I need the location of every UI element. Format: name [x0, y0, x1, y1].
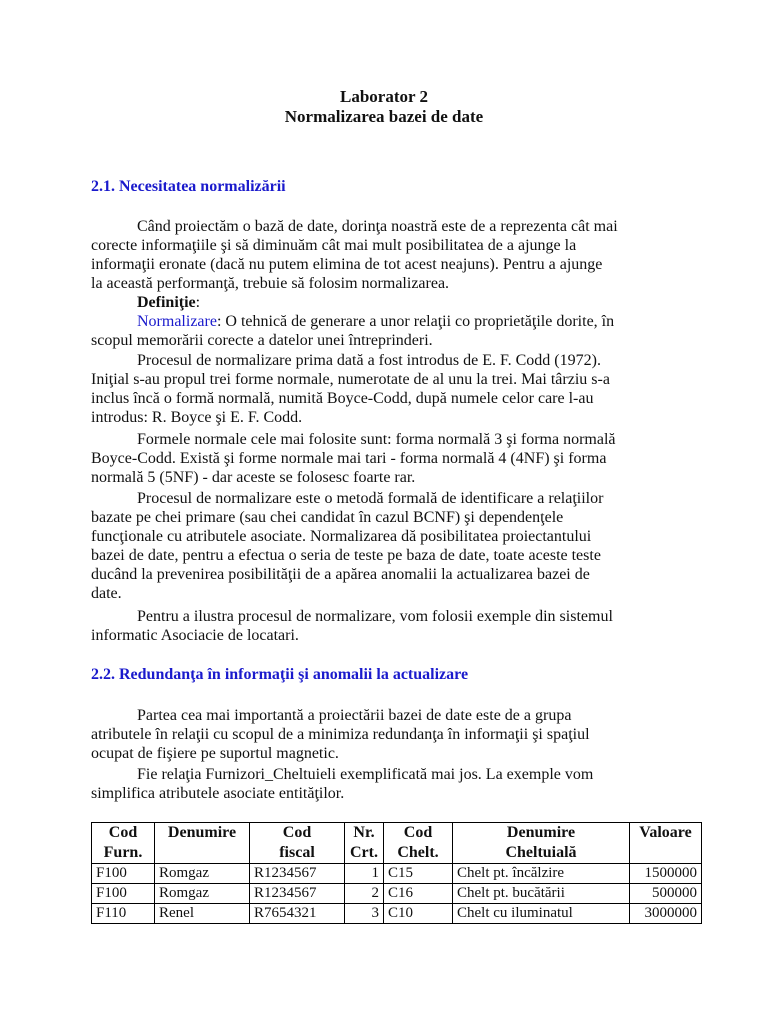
definition-text-cont — [91, 331, 677, 350]
text-line: Formele normale cele mai folosite sunt: forma normală 3 şi forma normală — [137, 431, 616, 448]
definition-term: Normalizare — [137, 313, 217, 330]
col-header: Denumire Cheltuială — [453, 823, 630, 864]
table-row — [92, 864, 702, 884]
col-header: Nr. Crt. — [345, 823, 384, 864]
definition-text: : O tehnică de generare a unor relaţii co proprietăţile dorite, în — [216, 313, 615, 330]
text-line: ducând la prevenirea posibilităţii de a apărea anomalii la actualizarea bazei de — [91, 566, 590, 583]
table-header-row — [92, 823, 702, 864]
text-line: inclus încă o formă normală, numită Boyce-Codd, după numele celor care l-au — [91, 390, 594, 407]
table-cell: 1500000 — [630, 864, 702, 884]
table-cell: Chelt cu iluminatul — [453, 904, 630, 924]
text-line: Fie relaţia Furnizori_Cheltuieli exemplificată mai jos. La exemple vom — [137, 766, 594, 783]
table-row — [92, 904, 702, 924]
text-line: Partea cea mai importantă a proiectării bazei de date este de a grupa — [137, 707, 572, 724]
text-line: la această performanţă, trebuie să folosim normalizarea. — [91, 275, 450, 292]
table-cell: F110 — [92, 904, 155, 924]
section-1-paragraph-4 — [91, 489, 677, 508]
section-2-heading: 2.2. Redundanţa în informaţii şi anomalii la actualizare — [91, 666, 469, 683]
section-2-paragraph-2 — [91, 765, 677, 784]
text-line: corecte informaţiile şi să diminuăm cât mai mult posibilitatea de a ajunge la — [91, 237, 577, 254]
section-1-paragraph-2-cont — [91, 370, 677, 427]
section-1-paragraph-2 — [91, 351, 677, 370]
section-1-paragraph-3-cont — [91, 449, 677, 487]
table-cell: C16 — [384, 884, 453, 904]
section-1-paragraph-5-cont — [91, 626, 677, 645]
text-line: scopul memorării corecte a datelor unei întreprinderi. — [91, 332, 433, 349]
table-cell: R1234567 — [250, 864, 345, 884]
table-cell: Romgaz — [155, 864, 250, 884]
text-line: bazate pe chei primare (sau chei candidat în cazul BCNF) şi dependenţele — [91, 509, 564, 526]
table-cell: 1 — [345, 864, 384, 884]
text-line: informaţii eronate (dacă nu putem elimina de tot acest neajuns). Pentru a ajunge — [91, 256, 603, 273]
text-line: atributele în relaţii cu scopul de a minimiza redundanţa în informaţii şi spaţiul — [91, 726, 590, 743]
furnizori-cheltuieli-table — [91, 822, 702, 924]
table-cell: 3 — [345, 904, 384, 924]
section-1-paragraph-1-cont — [91, 236, 677, 293]
text-line: Boyce-Codd. Există şi forme normale mai tari - forma normală 4 (4NF) şi forma — [91, 450, 607, 467]
section-1-paragraph-1 — [91, 217, 677, 236]
section-1-paragraph-4-cont — [91, 508, 677, 603]
table-cell: C10 — [384, 904, 453, 924]
table-cell: Renel — [155, 904, 250, 924]
text-line: Pentru a ilustra procesul de normalizare, vom folosii exemple din sistemul — [137, 608, 613, 625]
col-header: Valoare — [630, 823, 702, 864]
table-cell: Chelt pt. încălzire — [453, 864, 630, 884]
text-line: Procesul de normalizare prima dată a fost introdus de E. F. Codd (1972). — [137, 352, 601, 369]
text-line: normală 5 (5NF) - dar aceste se folosesc foarte rar. — [91, 469, 416, 486]
text-line: Iniţial s-au propul trei forme normale, numerotate de al unu la trei. Mai târziu s-a — [91, 371, 610, 388]
text-line: funcţionale cu atributele asociate. Normalizarea dă posibilitatea proiectantului — [91, 528, 592, 545]
definition-text-line — [91, 312, 677, 331]
text-line: date. — [91, 585, 122, 602]
section-2-paragraph-1-cont — [91, 725, 677, 763]
table-cell: F100 — [92, 864, 155, 884]
table-cell: 2 — [345, 884, 384, 904]
table-row — [92, 884, 702, 904]
doc-title-lab: Laborator 2 — [340, 87, 428, 106]
table-cell: Chelt pt. bucătării — [453, 884, 630, 904]
text-line: informatic Asociacie de locatari. — [91, 627, 299, 644]
section-1-paragraph-3 — [91, 430, 677, 449]
section-1-paragraph-5 — [91, 607, 677, 626]
section-2-paragraph-1 — [91, 706, 677, 725]
text-line: simplifica atributele asociate entităţilor. — [91, 785, 345, 802]
col-header: Cod Chelt. — [384, 823, 453, 864]
definition-label-line — [91, 293, 677, 312]
col-header: Denumire — [155, 823, 250, 864]
text-line: introdus: R. Boyce şi E. F. Codd. — [91, 409, 303, 426]
definition-label: Definiţie — [137, 294, 196, 311]
table-cell: R7654321 — [250, 904, 345, 924]
table-cell: 3000000 — [630, 904, 702, 924]
table-cell: Romgaz — [155, 884, 250, 904]
definition-colon: : — [195, 294, 201, 311]
table-cell: C15 — [384, 864, 453, 884]
text-line: bazei de date, pentru a efectua o seria de teste pe baza de date, toate aceste teste — [91, 547, 601, 564]
col-header: Cod fiscal — [250, 823, 345, 864]
text-line: Când proiectăm o bază de date, dorinţa noastră este de a reprezenta cât mai — [137, 218, 618, 235]
section-1-heading: 2.1. Necesitatea normalizării — [91, 178, 286, 195]
text-line: Procesul de normalizare este o metodă formală de identificare a relaţiilor — [137, 490, 604, 507]
doc-title-topic: Normalizarea bazei de date — [284, 107, 484, 126]
col-header: Cod Furn. — [92, 823, 155, 864]
table-cell: R1234567 — [250, 884, 345, 904]
table-cell: F100 — [92, 884, 155, 904]
table-cell: 500000 — [630, 884, 702, 904]
section-2-paragraph-2-cont — [91, 784, 677, 803]
text-line: ocupat de fişiere pe suportul magnetic. — [91, 745, 339, 762]
